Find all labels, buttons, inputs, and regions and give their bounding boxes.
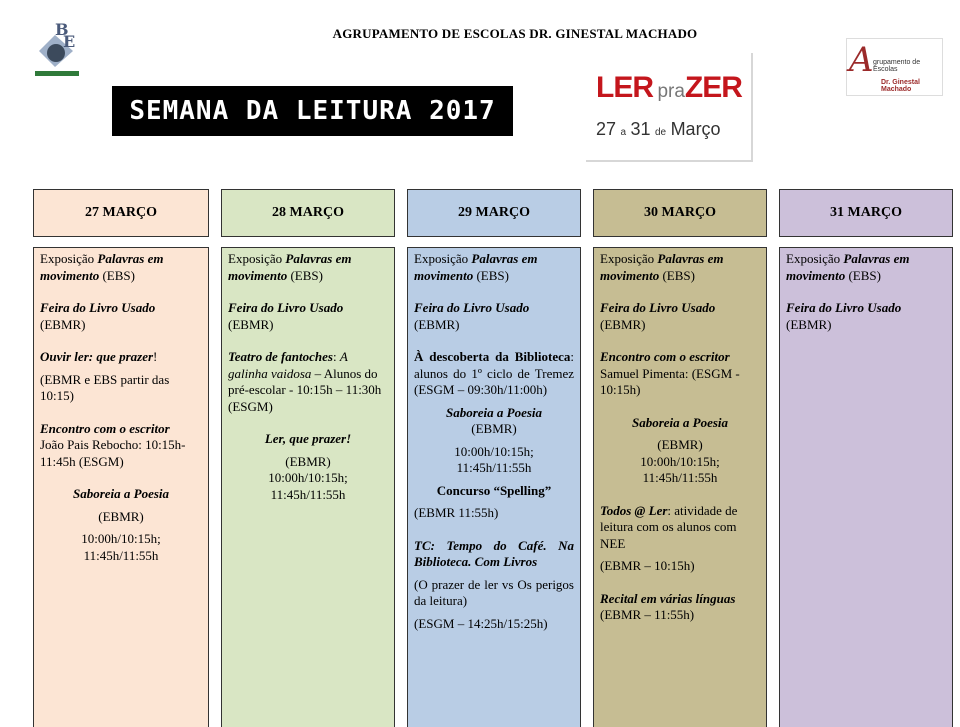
event-exposicao: Exposição Palavras em movimento (EBS): [600, 251, 724, 283]
event-descoberta-biblioteca: À descoberta da Biblioteca: alunos do 1º ciclo de Tremez (ESGM – 09:30h/11:00h): [414, 349, 574, 397]
event-feira-livro: Feira do Livro Usado (EBMR): [228, 300, 344, 332]
event-todos-ler: Todos @ Ler: atividade de leitura com os alunos com NEE: [600, 502, 738, 551]
event-feira-livro: Feira do Livro Usado (EBMR): [786, 300, 902, 332]
school-group-logo: A grupamento de Escolas Dr. Ginestal Machado: [846, 38, 943, 96]
event-tempo-do-cafe: TC: Tempo do Café. Na Biblioteca. Com Livros: [414, 537, 574, 569]
day-header-27: 27 MARÇO: [33, 189, 209, 237]
event-recital-linguas: Recital em várias línguas (EBMR – 11:55h): [600, 590, 736, 622]
day-column-28: Exposição Palavras em movimento (EBS) Feira do Livro Usado (EBMR) Teatro de fantoches: A galinha vaidosa – Alunos do pré-escolar - 10:15h – 11:30h (ESGM) Ler, que prazer! (EBMR) 10:00h/10:15h; 11:45h/11:55h: [221, 247, 395, 727]
school-library-logo: [33, 17, 81, 79]
day-column-31: [779, 247, 953, 727]
svg-text:E: E: [63, 32, 76, 51]
ler-logo-dates: 27 a 31 de Março: [596, 119, 721, 139]
event-saboreia-poesia: Saboreia a Poesia (EBMR): [445, 404, 543, 436]
event-saboreia-poesia: Saboreia a Poesia: [72, 486, 170, 501]
day-column-27: Exposição Palavras em movimento (EBS) Feira do Livro Usado (EBMR) Ouvir ler: que prazer! (EBMR e EBS partir das 10:15) Encontro com o escritor João Pais Rebocho: 10:15h-11:45h (ESGM) Saboreia a Poesia (EBMR) 10:00h/10:15h; 11:45h/11:55h: [33, 247, 209, 727]
event-concurso-spelling: Concurso “Spelling”: [436, 482, 552, 498]
event-exposicao: Exposição Palavras em movimento (EBS): [228, 251, 352, 283]
event-feira-livro: Feira do Livro Usado (EBMR): [600, 300, 716, 332]
event-feira-livro: Feira do Livro Usado (EBMR): [40, 300, 156, 332]
event-ler-que-prazer: Ler, que prazer!: [264, 431, 352, 446]
day-column-30: Exposição Palavras em movimento (EBS) Feira do Livro Usado (EBMR) Encontro com o escritor Samuel Pimenta: (ESGM - 10:15h) Saboreia a Poesia (EBMR) 10:00h/10:15h; 11:45h/11:55h Todos @ Ler: atividade de leitura com os alunos com NEE (EBMR – 10:15h) Recital em várias línguas (EBMR – 11:55h): [593, 247, 767, 727]
week-title-banner: SEMANA DA LEITURA 2017: [112, 86, 513, 136]
day-header-28: 28 MARÇO: [221, 189, 395, 237]
event-encontro-escritor: Encontro com o escritor Samuel Pimenta: (ESGM - 10:15h): [600, 349, 740, 397]
event-exposicao: Exposição Palavras em movimento (EBS): [40, 251, 164, 283]
event-encontro-escritor: Encontro com o escritor João Pais Rebocho: 10:15h-11:45h (ESGM): [40, 420, 186, 469]
day-header-31: 31 MARÇO: [779, 189, 953, 237]
day-column-29: Exposição Palavras em movimento (EBS) Feira do Livro Usado (EBMR) À descoberta da Biblioteca: alunos do 1º ciclo de Tremez (ESGM – 09:30h/11:00h) Saboreia a Poesia (EBMR) 10:00h/10:15h; 11:45h/11:55h Concurso “Spelling” (EBMR 11:55h) TC: Tempo do Café. Na Biblioteca. Com Livros (O prazer de ler vs Os perigos da leitura) (ESGM – 14:25h/15:25h): [407, 247, 581, 727]
day-header-30: 30 MARÇO: [593, 189, 767, 237]
ler-prazer-logo: LER praZER 27 a 31 de Março: [586, 53, 753, 162]
event-saboreia-poesia: Saboreia a Poesia: [631, 414, 729, 430]
event-ouvir-ler-details: (EBMR e EBS partir das 10:15): [40, 371, 170, 403]
event-exposicao: Exposição Palavras em movimento (EBS): [786, 251, 910, 283]
day-header-29: 29 MARÇO: [407, 189, 581, 237]
event-exposicao: Exposição Palavras em movimento (EBS): [414, 251, 538, 283]
organization-title: AGRUPAMENTO DE ESCOLAS DR. GINESTAL MACHADO: [332, 26, 698, 41]
event-teatro-fantoches: Teatro de fantoches: A galinha vaidosa – Alunos do pré-escolar - 10:15h – 11:30h (ESGM): [228, 349, 382, 414]
event-feira-livro: Feira do Livro Usado (EBMR): [414, 300, 530, 332]
svg-text:B: B: [55, 20, 69, 39]
event-ouvir-ler: Ouvir ler: que prazer!: [40, 349, 158, 364]
